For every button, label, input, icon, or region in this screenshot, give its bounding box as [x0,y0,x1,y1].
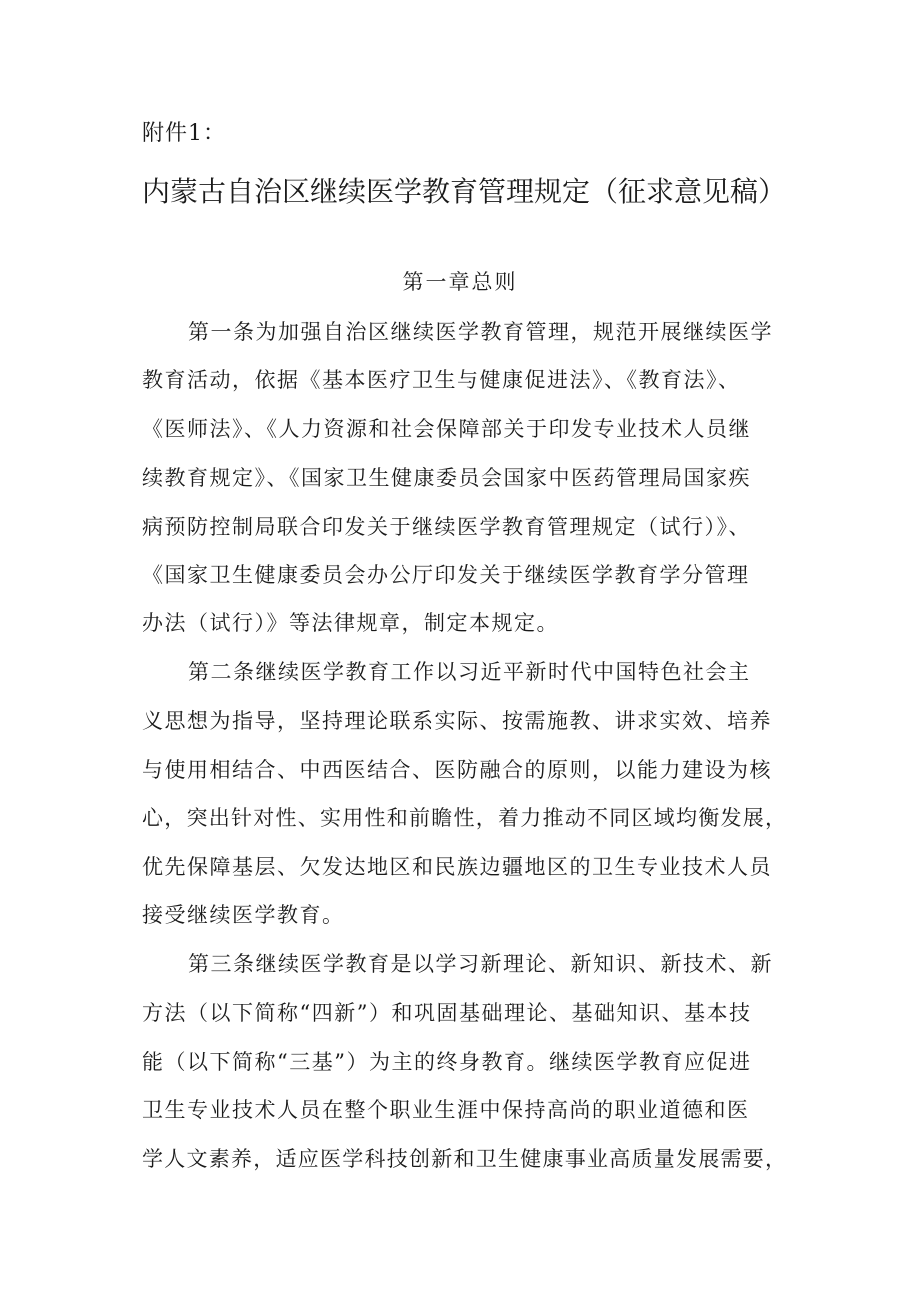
chapter-heading: 第一章总则 [402,270,518,294]
document-title: 内蒙古自治区继续医学教育管理规定（征求意见稿） [142,175,787,208]
article-2-line-2: 义思想为指导，坚持理论联系实际、按需施教、讲求实效、培养 [142,709,772,733]
article-1-line-4: 续教育规定》、《国家卫生健康委员会国家中医药管理局国家疾 [142,466,751,490]
article-3-line-5: 学人文素养，适应医学科技创新和卫生健康事业高质量发展需要， [142,1147,788,1171]
article-2-line-3: 与使用相结合、中西医结合、医防融合的原则，以能力建设为核 [142,758,772,782]
article-1-line-7: 办法（试行）》等法律规章，制定本规定。 [142,611,559,635]
article-2-line-5: 优先保障基层、欠发达地区和民族边疆地区的卫生专业技术人员 [142,855,772,879]
article-1-line-3: 《医师法》、《人力资源和社会保障部关于印发专业技术人员继 [142,417,751,441]
article-3-line-4: 卫生专业技术人员在整个职业生涯中保持高尚的职业道德和医 [142,1098,750,1122]
article-3-line-3: 能（以下简称“三基”）为主的终身教育。继续医学教育应促进 [142,1050,752,1074]
article-1-line-5: 病预防控制局联合印发关于继续医学教育管理规定（试行）》、 [142,515,751,539]
article-2-line-4: 心，突出针对性、实用性和前瞻性，着力推动不同区域均衡发展， [142,806,788,830]
article-1-line-2: 教育活动，依据《基本医疗卫生与健康促进法》、《教育法》、 [142,368,741,392]
article-2-line-1: 第二条继续医学教育工作以习近平新时代中国特色社会主 [188,660,751,684]
article-3-line-1: 第三条继续医学教育是以学习新理论、新知识、新技术、新 [188,952,773,976]
article-2-line-6: 接受继续医学教育。 [142,903,345,927]
article-1-line-1: 第一条为加强自治区继续医学教育管理，规范开展继续医学 [188,320,773,344]
article-3-line-2: 方法（以下简称“四新”）和巩固基础理论、基础知识、基本技 [142,1001,752,1025]
attachment-label: 附件1： [142,121,226,146]
article-1-line-6: 《国家卫生健康委员会办公厅印发关于继续医学教育学分管理 [142,563,750,587]
